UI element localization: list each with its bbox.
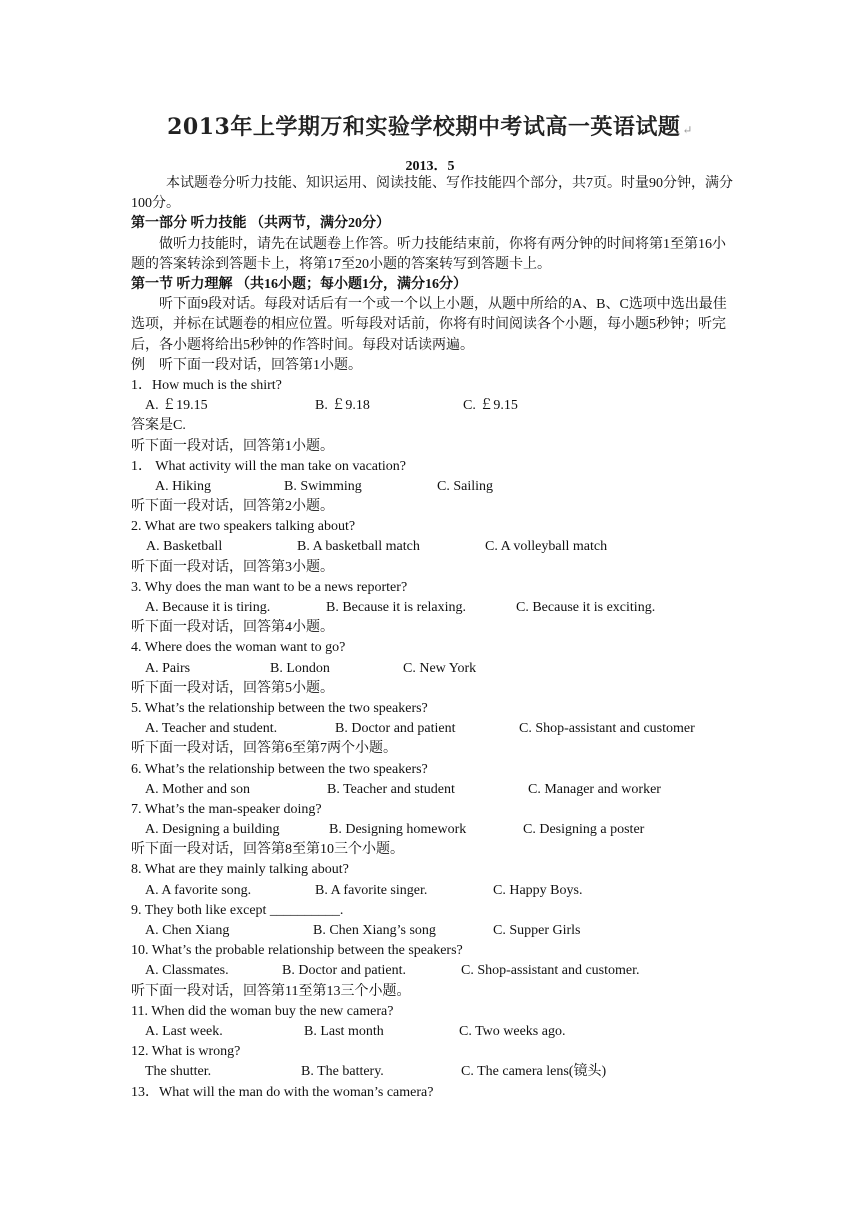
question-8-options (131, 881, 733, 901)
question-9-options (131, 921, 733, 941)
section1-instructions: 听下面9段对话。每段对话后有一个或一个以上小题，从题中所给的A、B、C选项中选出最佳选项，并标在试题卷的相应位置。听每段对话前，你将有时间阅读各个小题，每小题5秒钟；听完后，各小题将给出5秒钟的作答时间。每段对话读两遍。 (131, 297, 727, 353)
example-label: 例 听下面一段对话，回答第1小题。 (131, 357, 362, 373)
question-11-options (131, 1022, 733, 1042)
question-7-options (131, 820, 733, 840)
option-b: B. The battery. (301, 1064, 384, 1080)
dialogue-prompt: 听下面一段对话，回答第11至第13三个小题。 (131, 983, 411, 999)
question-2-options (131, 537, 733, 557)
question-5: 5. What’s the relationship between the two speakers? (131, 700, 428, 716)
option-c: C. Because it is exciting. (516, 600, 656, 616)
exam-date: 2013．5 (405, 159, 455, 174)
option-c: C. The camera lens(镜头) (461, 1064, 607, 1080)
option-a: A. Pairs (145, 660, 191, 676)
question-3: 3. Why does the man want to be a news reporter? (131, 579, 408, 595)
option-a: A. Mother and son (145, 781, 250, 797)
example-options (131, 396, 733, 416)
question-12-options (131, 1062, 733, 1082)
question-1-options (131, 477, 733, 497)
option-c: C. Sailing (437, 478, 494, 494)
option-c: C. New York (403, 660, 477, 676)
option-c: C. Two weeks ago. (459, 1023, 566, 1039)
option-b: B. Designing homework (329, 822, 467, 838)
intro-paragraph: 本试题卷分听力技能、知识运用、阅读技能、写作技能四个部分，共7页。时量90分钟，满分100分。 (131, 176, 733, 212)
question-10: 10. What’s the probable relationship between the speakers? (131, 943, 463, 959)
option-c: C. Shop-assistant and customer. (461, 963, 640, 979)
question-7: 7. What’s the man-speaker doing? (131, 801, 322, 817)
option-a: The shutter. (145, 1064, 212, 1080)
paragraph-mark-icon: ↵ (682, 123, 693, 137)
option-c: C. A volleyball match (485, 539, 608, 555)
option-b: B. Chen Xiang’s song (313, 923, 436, 939)
option-c: C. Manager and worker (528, 781, 661, 797)
section1-heading: 第一节 听力理解 （共16小题；每小题1分，满分16分） (131, 277, 467, 292)
example-answer: 答案是C. (131, 418, 186, 434)
dialogue-prompt: 听下面一段对话，回答第3小题。 (131, 559, 334, 575)
question-10-options (131, 961, 733, 981)
example-question: 1．How much is the shirt? (131, 377, 282, 393)
dialogue-prompt: 听下面一段对话，回答第2小题。 (131, 499, 334, 515)
option-a: A. Hiking (155, 478, 211, 494)
question-3-options (131, 598, 733, 618)
option-b: B. Last month (304, 1023, 384, 1039)
question-4: 4. Where does the woman want to go? (131, 640, 346, 656)
example-option-a: A. ￡19.15 (145, 398, 208, 414)
question-2: 2. What are two speakers talking about? (131, 519, 356, 535)
option-a: A. Chen Xiang (145, 923, 230, 939)
option-c: C. Supper Girls (493, 923, 581, 939)
question-9: 9. They both like except __________. (131, 902, 344, 918)
option-a: A. Last week. (145, 1023, 223, 1039)
part1-instructions: 做听力技能时，请先在试题卷上作答。听力技能结束前，你将有两分钟的时间将第1至第16小题的答案转涂到答题卡上，将第17至20小题的答案转写到答题卡上。 (131, 236, 726, 272)
option-b: B. Doctor and patient (335, 721, 456, 737)
question-6-options (131, 780, 733, 800)
option-a: A. Basketball (146, 539, 223, 555)
question-12: 12. What is wrong? (131, 1044, 241, 1060)
option-b: B. A basketball match (297, 539, 420, 555)
example-option-b: B. ￡9.18 (315, 398, 370, 414)
exam-content (131, 174, 733, 1103)
option-a: A. Designing a building (145, 822, 280, 838)
option-c: C. Designing a poster (523, 822, 645, 838)
dialogue-prompt: 听下面一段对话，回答第5小题。 (131, 680, 334, 696)
question-5-options (131, 719, 733, 739)
dialogue-prompt: 听下面一段对话，回答第4小题。 (131, 620, 334, 636)
dialogue-prompt: 听下面一段对话，回答第8至第10三个小题。 (131, 842, 404, 858)
option-b: B. Teacher and student (327, 781, 455, 797)
option-a: A. Classmates. (145, 963, 229, 979)
option-a: A. Teacher and student. (145, 721, 278, 737)
question-13: 13．What will the man do with the woman’s camera? (131, 1084, 434, 1100)
option-b: B. London (270, 660, 330, 676)
option-b: B. Swimming (284, 478, 362, 494)
dialogue-prompt: 听下面一段对话，回答第1小题。 (131, 438, 334, 454)
part1-heading: 第一部分 听力技能 （共两节，满分20分） (131, 216, 390, 232)
question-4-options (131, 659, 733, 679)
option-a: A. Because it is tiring. (145, 600, 271, 616)
question-11: 11. When did the woman buy the new camera? (131, 1003, 394, 1019)
question-1: 1． What activity will the man take on vacation? (131, 458, 406, 474)
option-b: B. A favorite singer. (315, 882, 428, 898)
question-6: 6. What’s the relationship between the two speakers? (131, 761, 428, 777)
option-a: A. A favorite song. (145, 882, 252, 898)
question-8: 8. What are they mainly talking about? (131, 862, 349, 878)
example-option-c: C. ￡9.15 (463, 398, 518, 414)
dialogue-prompt: 听下面一段对话，回答第6至第7两个小题。 (131, 741, 397, 757)
option-b: B. Doctor and patient. (282, 963, 407, 979)
option-b: B. Because it is relaxing. (326, 600, 466, 616)
option-c: C. Shop-assistant and customer (519, 721, 695, 737)
exam-title: 2013年上学期万和实验学校期中考试高一英语试题 ↵ (167, 114, 693, 140)
option-c: C. Happy Boys. (493, 882, 583, 898)
